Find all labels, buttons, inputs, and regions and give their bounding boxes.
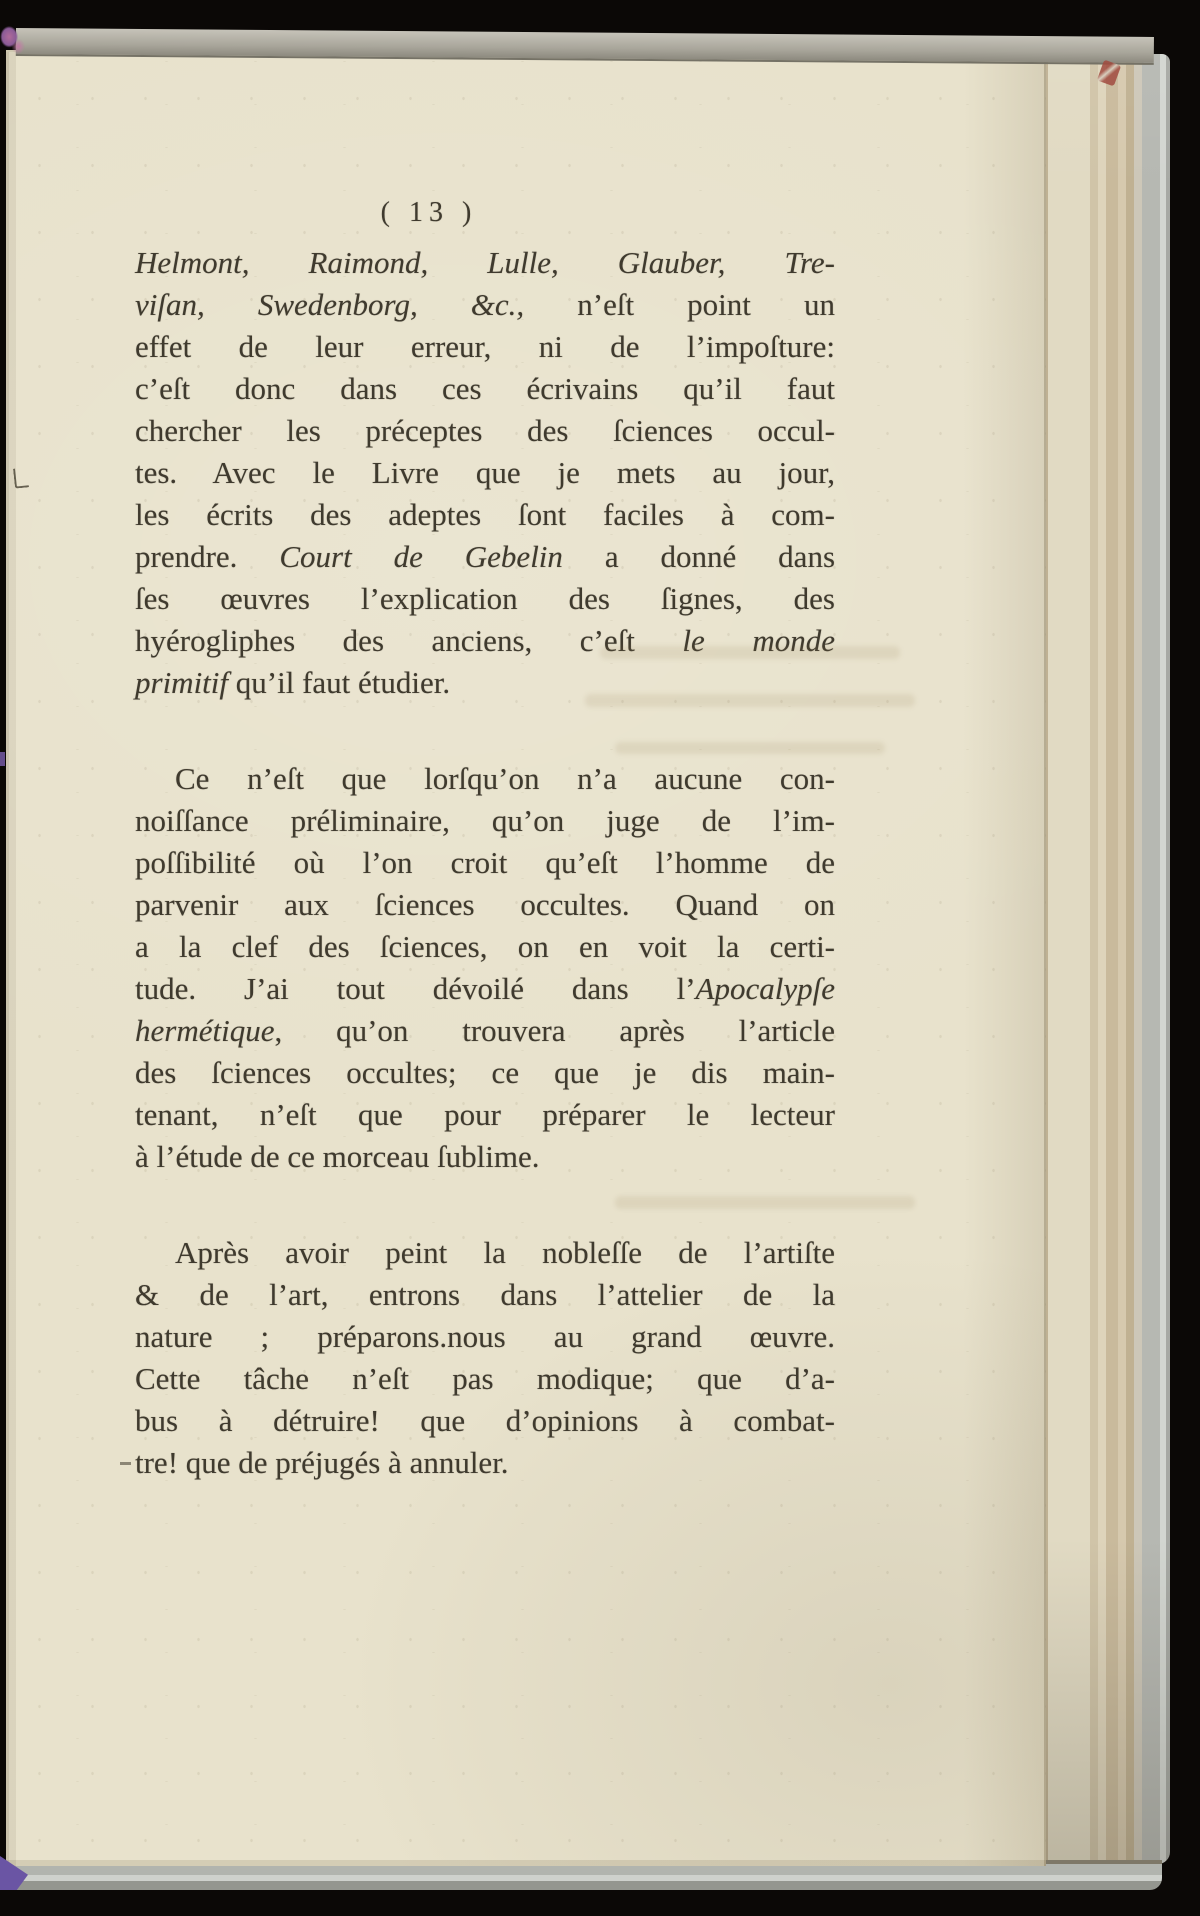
roman-text: Après avoir peint la nobleſſe de l’artiſte [175,1235,835,1270]
roman-text: ſes œuvres l’explication des ſignes, des [135,581,835,616]
hyphen-ink-artifact [120,1462,131,1465]
roman-text: a donné dans [562,539,836,574]
paragraph [135,242,835,704]
text-line [135,1274,835,1316]
bleedthrough-text-ghost [600,646,900,659]
page-stack-right-edge [1046,54,1170,1864]
italic-text: viſan, Swedenborg, &c., [135,287,525,322]
roman-text: a la clef des ſciences, on en voit la certi- [135,929,835,964]
roman-text: c’eſt donc dans ces écrivains qu’il faut [135,371,835,406]
bleedthrough-text-ghost [615,742,885,754]
text-line [135,758,835,800]
text-line [135,578,835,620]
bleedthrough-text-ghost [585,694,915,707]
roman-text: prendre. [135,539,280,574]
text-line [135,842,835,884]
text-line [135,284,835,326]
text-line [135,1358,835,1400]
text-line [135,368,835,410]
roman-text: tes. Avec le Livre que je mets au jour, [135,455,835,490]
roman-text: & de l’art, entrons dans l’attelier de la [135,1277,835,1312]
text-line [135,884,835,926]
bleedthrough-text-ghost [615,1196,915,1209]
roman-text: tenant, n’eſt que pour préparer le lecteur [135,1097,835,1132]
paragraph [135,1232,835,1484]
roman-text: tre! que de préjugés à annuler. [135,1445,509,1480]
roman-text: hyérogliphes des anciens, c’eſt [135,623,683,658]
text-line [135,410,835,452]
edge-mark-purple [0,752,5,766]
page-number-header: ( 13 ) [380,197,478,228]
page-text [135,192,835,1484]
roman-text: parvenir aux ſciences occultes. Quand on [135,887,835,922]
page-text-paragraphs [135,242,835,1484]
italic-text: hermétique [135,1013,275,1048]
text-line [135,968,835,1010]
text-line [135,1136,835,1178]
italic-text: Court de Gebelin [279,539,563,574]
text-line [135,1232,835,1274]
spine-mark-top-left [0,24,26,56]
italic-text: primitif [135,665,229,700]
text-line [135,452,835,494]
italic-text: Helmont, Raimond, Lulle, Glauber, Tre- [135,245,835,280]
text-line [135,326,835,368]
roman-text: à l’étude de ce morceau ſublime. [135,1139,540,1174]
text-line [135,1052,835,1094]
roman-text: , qu’on trouvera après l’article [274,1013,835,1048]
text-line [135,1010,835,1052]
text-line [135,1400,835,1442]
text-line [135,242,835,284]
paragraph [135,758,835,1178]
roman-text: noiſſance préliminaire, qu’on juge de l’im- [135,803,835,838]
roman-text: Ce n’eſt que lorſqu’on n’a aucune con- [175,761,835,796]
roman-text: nature ; préparons.nous au grand œuvre. [135,1319,835,1354]
text-line [135,1094,835,1136]
text-line [135,800,835,842]
page-surface [6,50,1046,1866]
italic-text: Apocalypſe [695,971,835,1006]
roman-text: poſſibilité où l’on croit qu’eſt l’homme de [135,845,835,880]
roman-text: qu’il faut étudier. [228,665,451,700]
roman-text: effet de leur erreur, ni de l’impoſture: [135,329,835,364]
margin-ink-mark [13,467,29,488]
roman-text: bus à détruire! que d’opinions à combat- [135,1403,835,1438]
text-line [135,1442,835,1484]
roman-text: chercher les préceptes des ſciences occul- [135,413,835,448]
text-line [135,1316,835,1358]
roman-text: Cette tâche n’eſt pas modique; que d’a- [135,1361,835,1396]
text-line [135,926,835,968]
roman-text: n’eſt point un [524,287,835,322]
roman-text: les écrits des adeptes ſont faciles à com- [135,497,835,532]
text-line [135,494,835,536]
italic-text: le monde [682,623,835,658]
text-line [135,536,835,578]
roman-text: tude. J’ai tout dévoilé dans l’ [135,971,696,1006]
roman-text: des ſciences occultes; ce que je dis main- [135,1055,835,1090]
